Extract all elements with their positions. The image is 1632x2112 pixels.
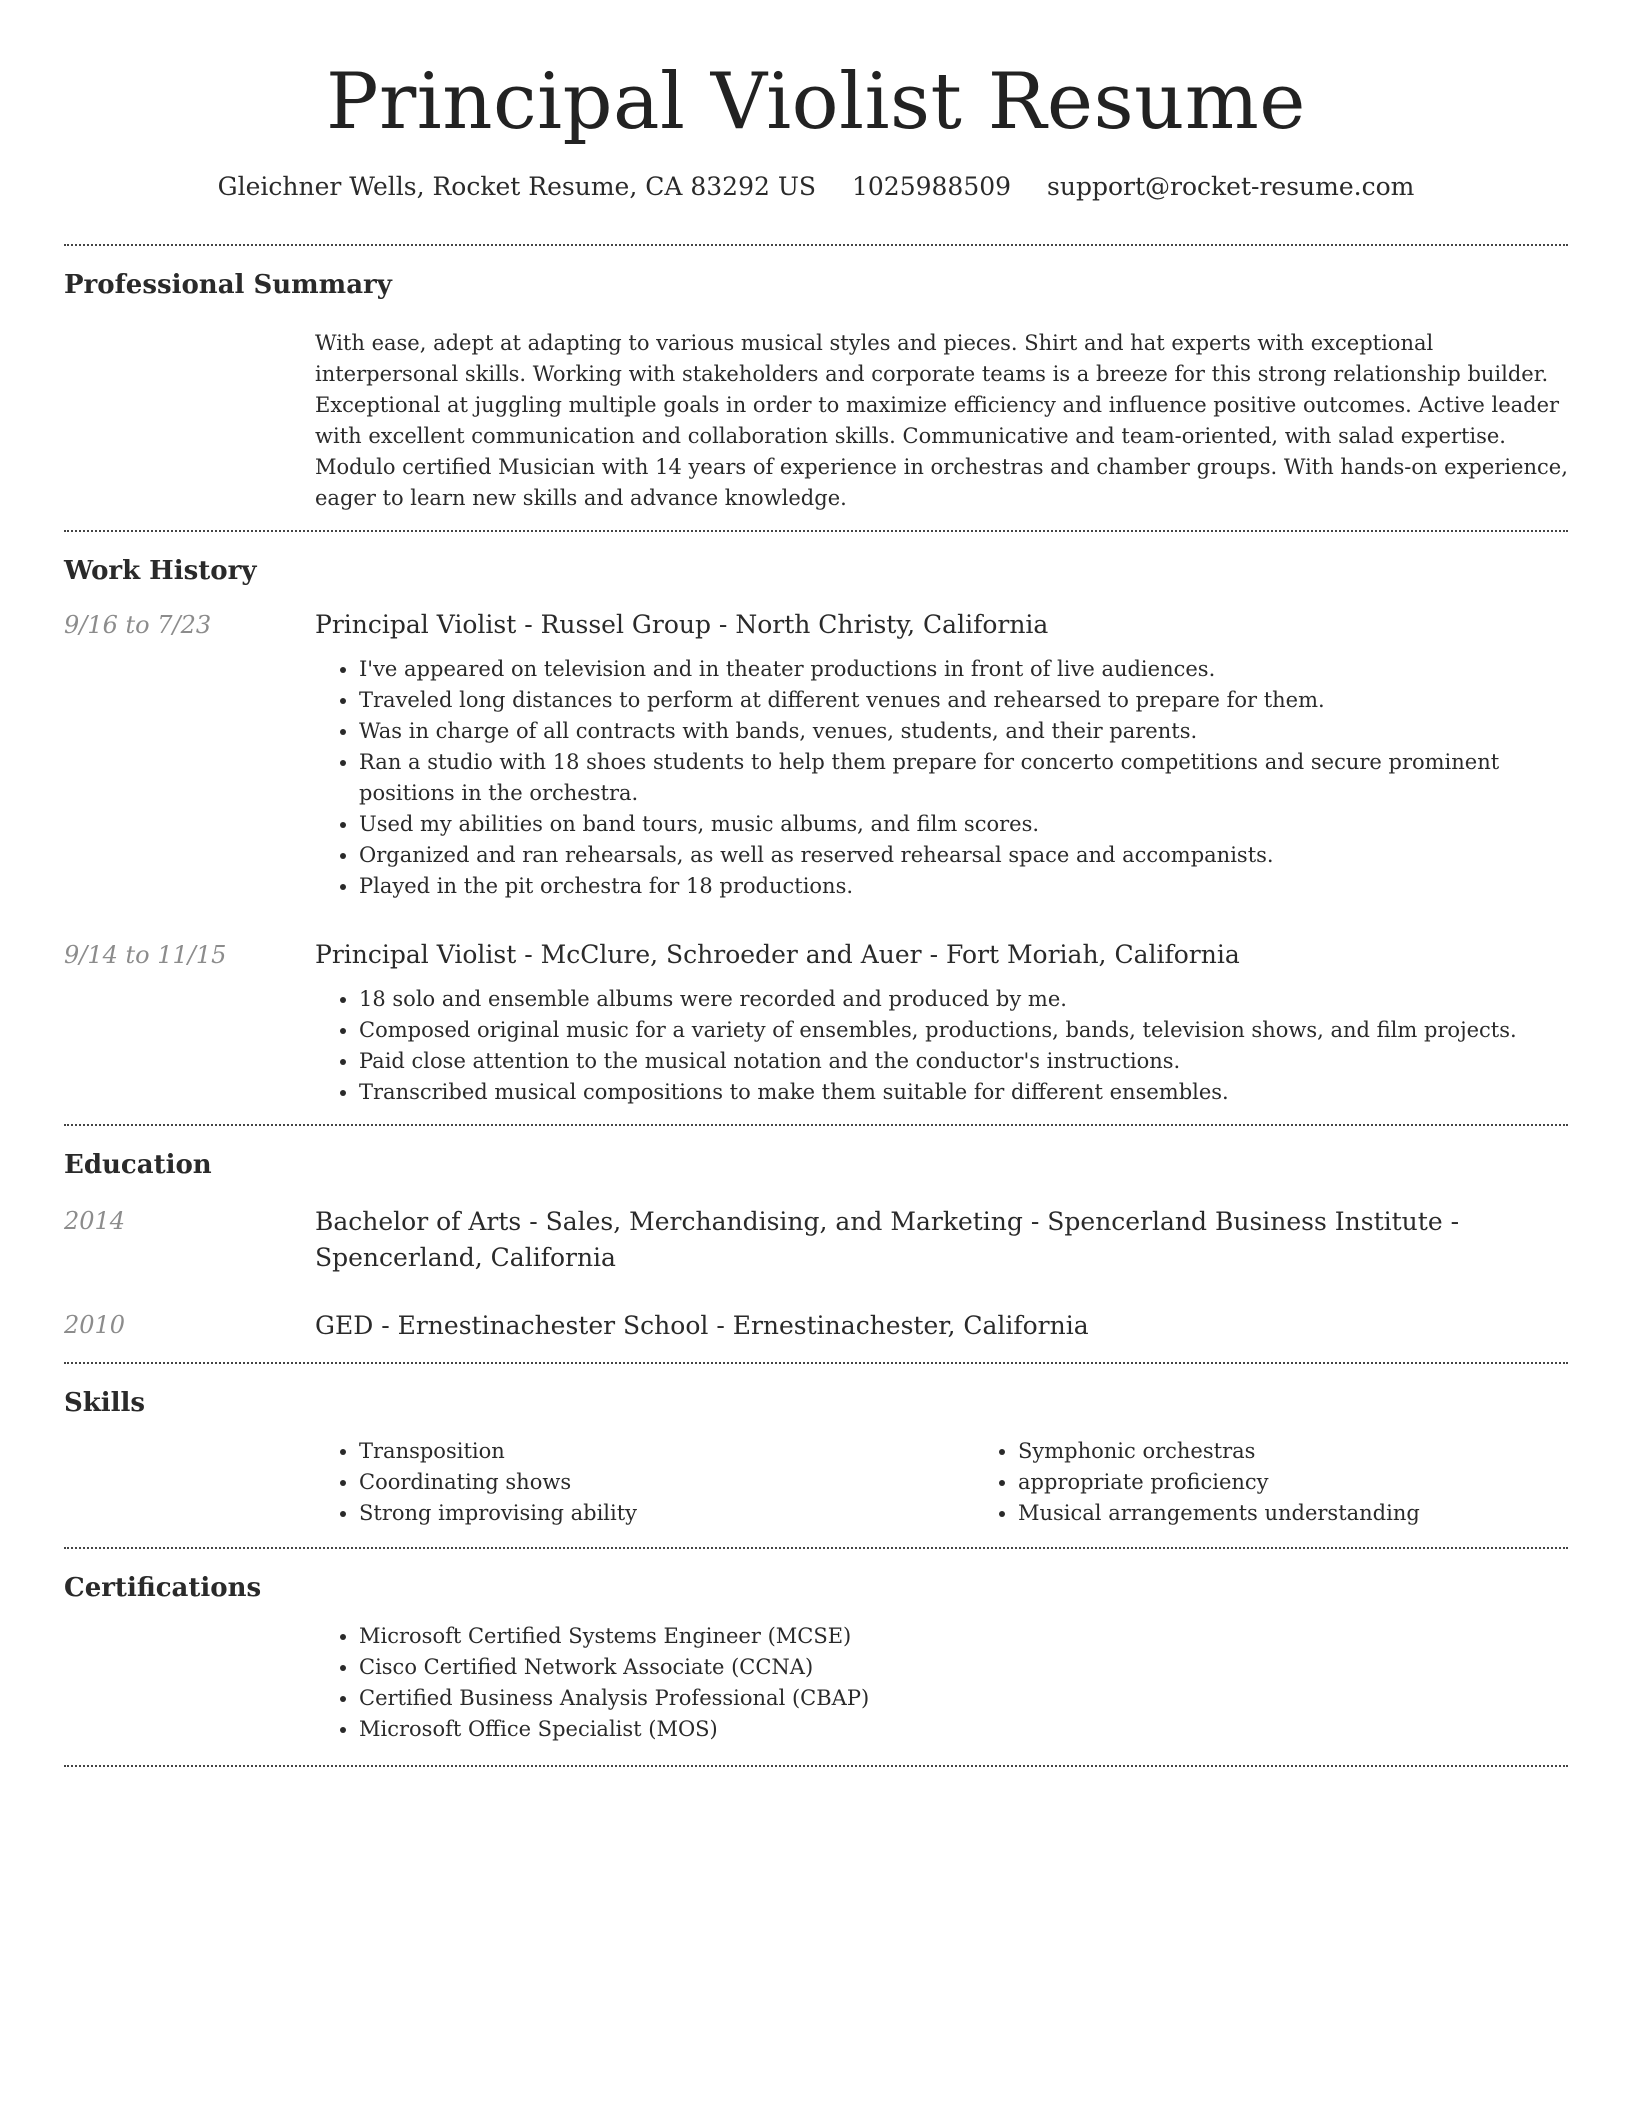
resume-header [64, 0, 1568, 204]
education-body [315, 1204, 1568, 1276]
list-item: • Musical arrangements understanding [1018, 1498, 1568, 1529]
list-item: • Organized and ran rehearsals, as well as reserved rehearsal space and accompanists. [359, 840, 1568, 871]
list-item: • Used my abilities on band tours, music albums, and film scores. [359, 809, 1568, 840]
list-item: • Cisco Certified Network Associate (CCNA) [359, 1652, 1568, 1683]
certifications-section [64, 1549, 1568, 1765]
contact-address: Gleichner Wells, Rocket Resume, CA 83292 US [217, 172, 817, 201]
job-body [315, 608, 1568, 902]
list-item: • Coordinating shows [359, 1467, 974, 1498]
skills-column-2 [974, 1436, 1568, 1529]
education-year: 2010 [64, 1311, 126, 1339]
education-entry [64, 1182, 1568, 1276]
list-item: • Strong improvising ability [359, 1498, 974, 1529]
education-year: 2014 [64, 1207, 126, 1235]
list-item: • Certified Business Analysis Professional (CBAP) [359, 1683, 1568, 1714]
section-heading-education: Education [64, 1150, 212, 1180]
education-details: - Ernestinachester School - Ernestinachester, California [373, 1311, 1089, 1340]
job-body [315, 938, 1568, 1108]
contact-phone: 1025988509 [852, 172, 1012, 201]
skills-column-1 [315, 1436, 974, 1529]
education-degree: GED [315, 1311, 374, 1340]
summary-row [64, 302, 1568, 530]
certifications-row [64, 1605, 1568, 1745]
section-heading-certifications: Certifications [64, 1573, 262, 1603]
skills-row [64, 1420, 1568, 1529]
list-item: • 18 solo and ensemble albums were recorded and produced by me. [359, 984, 1568, 1015]
divider [64, 1765, 1568, 1767]
section-heading-summary: Professional Summary [64, 270, 392, 300]
job-details: - McClure, Schroeder and Auer - Fort Moriah, California [516, 940, 1240, 969]
certifications-left-gutter [64, 1605, 315, 1745]
job-bullets [315, 984, 1568, 1108]
work-history-section [64, 532, 1568, 1124]
certifications-body [315, 1605, 1568, 1745]
job-heading [315, 608, 1568, 642]
list-item: • Microsoft Office Specialist (MOS) [359, 1714, 1568, 1745]
summary-text: With ease, adept at adapting to various musical styles and pieces. Shirt and hat experts with exceptional interpersonal skills. Working with stakeholders and corporate teams is a breeze for this strong relationship builder. Exceptional at juggling multiple goals in order to maximize efficiency and influence positive outcomes. Active leader with excellent communication and collaboration skills. Communicative and team-oriented, with salad expertise. Modulo certified Musician with 14 years of experience in orchestras and chamber groups. With hands-on experience, eager to learn new skills and advance knowledge. [315, 331, 1568, 510]
summary-left-gutter [64, 328, 315, 514]
page-title: Principal Violist Resume [326, 57, 1306, 147]
list-item: • Traveled long distances to perform at different venues and rehearsed to prepare for them. [359, 685, 1568, 716]
certifications-list [315, 1621, 1568, 1745]
job-heading [315, 938, 1568, 972]
list-item: • Was in charge of all contracts with bands, venues, students, and their parents. [359, 716, 1568, 747]
job-dates: 9/14 to 11/15 [64, 941, 227, 969]
list-item: • Symphonic orchestras [1018, 1436, 1568, 1467]
list-item: • Paid close attention to the musical notation and the conductor's instructions. [359, 1046, 1568, 1077]
list-item: • Microsoft Certified Systems Engineer (MCSE) [359, 1621, 1568, 1652]
list-item: • Played in the pit orchestra for 18 productions. [359, 871, 1568, 902]
job-role: Principal Violist [315, 940, 517, 969]
education-section [64, 1126, 1568, 1362]
education-details: - Spencerland Business Institute - Spencerland, California [315, 1207, 1460, 1272]
education-entry [64, 1276, 1568, 1344]
list-item: • Ran a studio with 18 shoes students to help them prepare for concerto competitions and secure prominent positions in the orchestra. [359, 747, 1568, 809]
job-entry [64, 588, 1568, 902]
job-dates: 9/16 to 7/23 [64, 611, 212, 639]
list-item: • Transcribed musical compositions to make them suitable for different ensembles. [359, 1077, 1568, 1108]
section-heading-skills: Skills [64, 1388, 146, 1418]
skills-columns [315, 1420, 1568, 1529]
job-bullets [315, 654, 1568, 902]
list-item: • Transposition [359, 1436, 974, 1467]
job-details: - Russel Group - North Christy, California [516, 610, 1049, 639]
list-item: • Composed original music for a variety of ensembles, productions, bands, television shows, and film projects. [359, 1015, 1568, 1046]
skills-left-gutter [64, 1420, 315, 1529]
education-degree: Bachelor of Arts - Sales, Merchandising, and Marketing [315, 1207, 1023, 1236]
job-role: Principal Violist [315, 610, 517, 639]
contact-line [64, 170, 1568, 204]
list-item: • I've appeared on television and in theater productions in front of live audiences. [359, 654, 1568, 685]
skills-section [64, 1364, 1568, 1547]
job-entry [64, 902, 1568, 1108]
summary-section [64, 246, 1568, 530]
education-body [315, 1308, 1568, 1344]
section-heading-work-history: Work History [64, 556, 257, 586]
contact-email: support@rocket-resume.com [1047, 172, 1415, 201]
list-item: • appropriate proficiency [1018, 1467, 1568, 1498]
